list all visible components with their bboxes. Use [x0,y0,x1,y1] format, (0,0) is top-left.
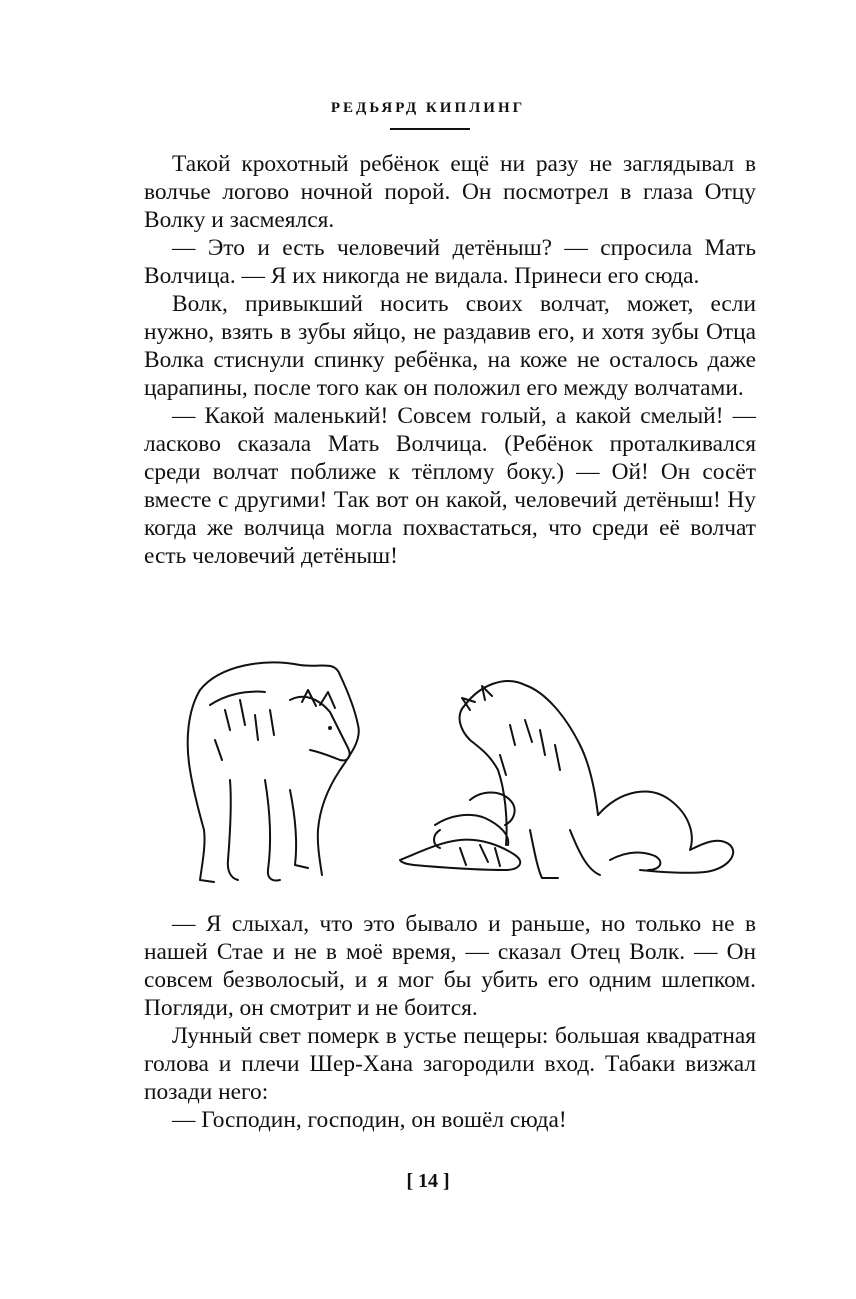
text-block-top [144,150,756,570]
paragraph: Волк, привыкший носить своих волчат, может, если нужно, взять в зубы яйцо, не раздавив его, и хотя зубы Отца Волка стиснули спинку ребёнка, на коже не осталось даже царапины, после того как он положил его между волчатами. [144,291,756,401]
running-header: РЕДЬЯРД КИПЛИНГ [330,100,526,116]
paragraph: — Какой маленький! Совсем голый, а какой смелый! — ласково сказала Мать Волчица. (Ребёнок проталкивался среди волчат поближе к тёплому боку.) — Ой! Он сосёт вместе с другими! Так вот он какой, человечий детёныш! Ну когда же волчица могла похвастаться, что среди её волчат есть человечий детёныш! [144,403,756,569]
wolves-illustration [170,630,760,890]
mother-wolf-figure [400,681,733,878]
page-number: [ 14 ] [406,1170,450,1192]
paragraph: Лунный свет померк в устье пещеры: большая квадратная голова и плечи Шер-Хана загородили вход. Табаки визжал позади него: [144,1023,756,1105]
header-rule [390,128,470,130]
paragraph: — Я слыхал, что это бывало и раньше, но только не в нашей Стае и не в моё время, — сказал Отец Волк. — Он совсем безволосый, и я мог бы убить его одним шлепком. Погляди, он смотрит и не боится. [144,911,756,1021]
wolves-drawing [170,630,760,890]
paragraph: Такой крохотный ребёнок ещё ни разу не заглядывал в волчье логово ночной порой. Он посмотрел в глаза Отцу Волку и засмеялся. [144,151,756,233]
paragraph: — Господин, господин, он вошёл сюда! [172,1107,567,1133]
text-block-bottom [144,910,756,1134]
paragraph: — Это и есть человечий детёныш? — спросила Мать Волчица. — Я их никогда не видала. Принеси его сюда. [144,235,756,289]
father-wolf-figure [188,662,359,882]
